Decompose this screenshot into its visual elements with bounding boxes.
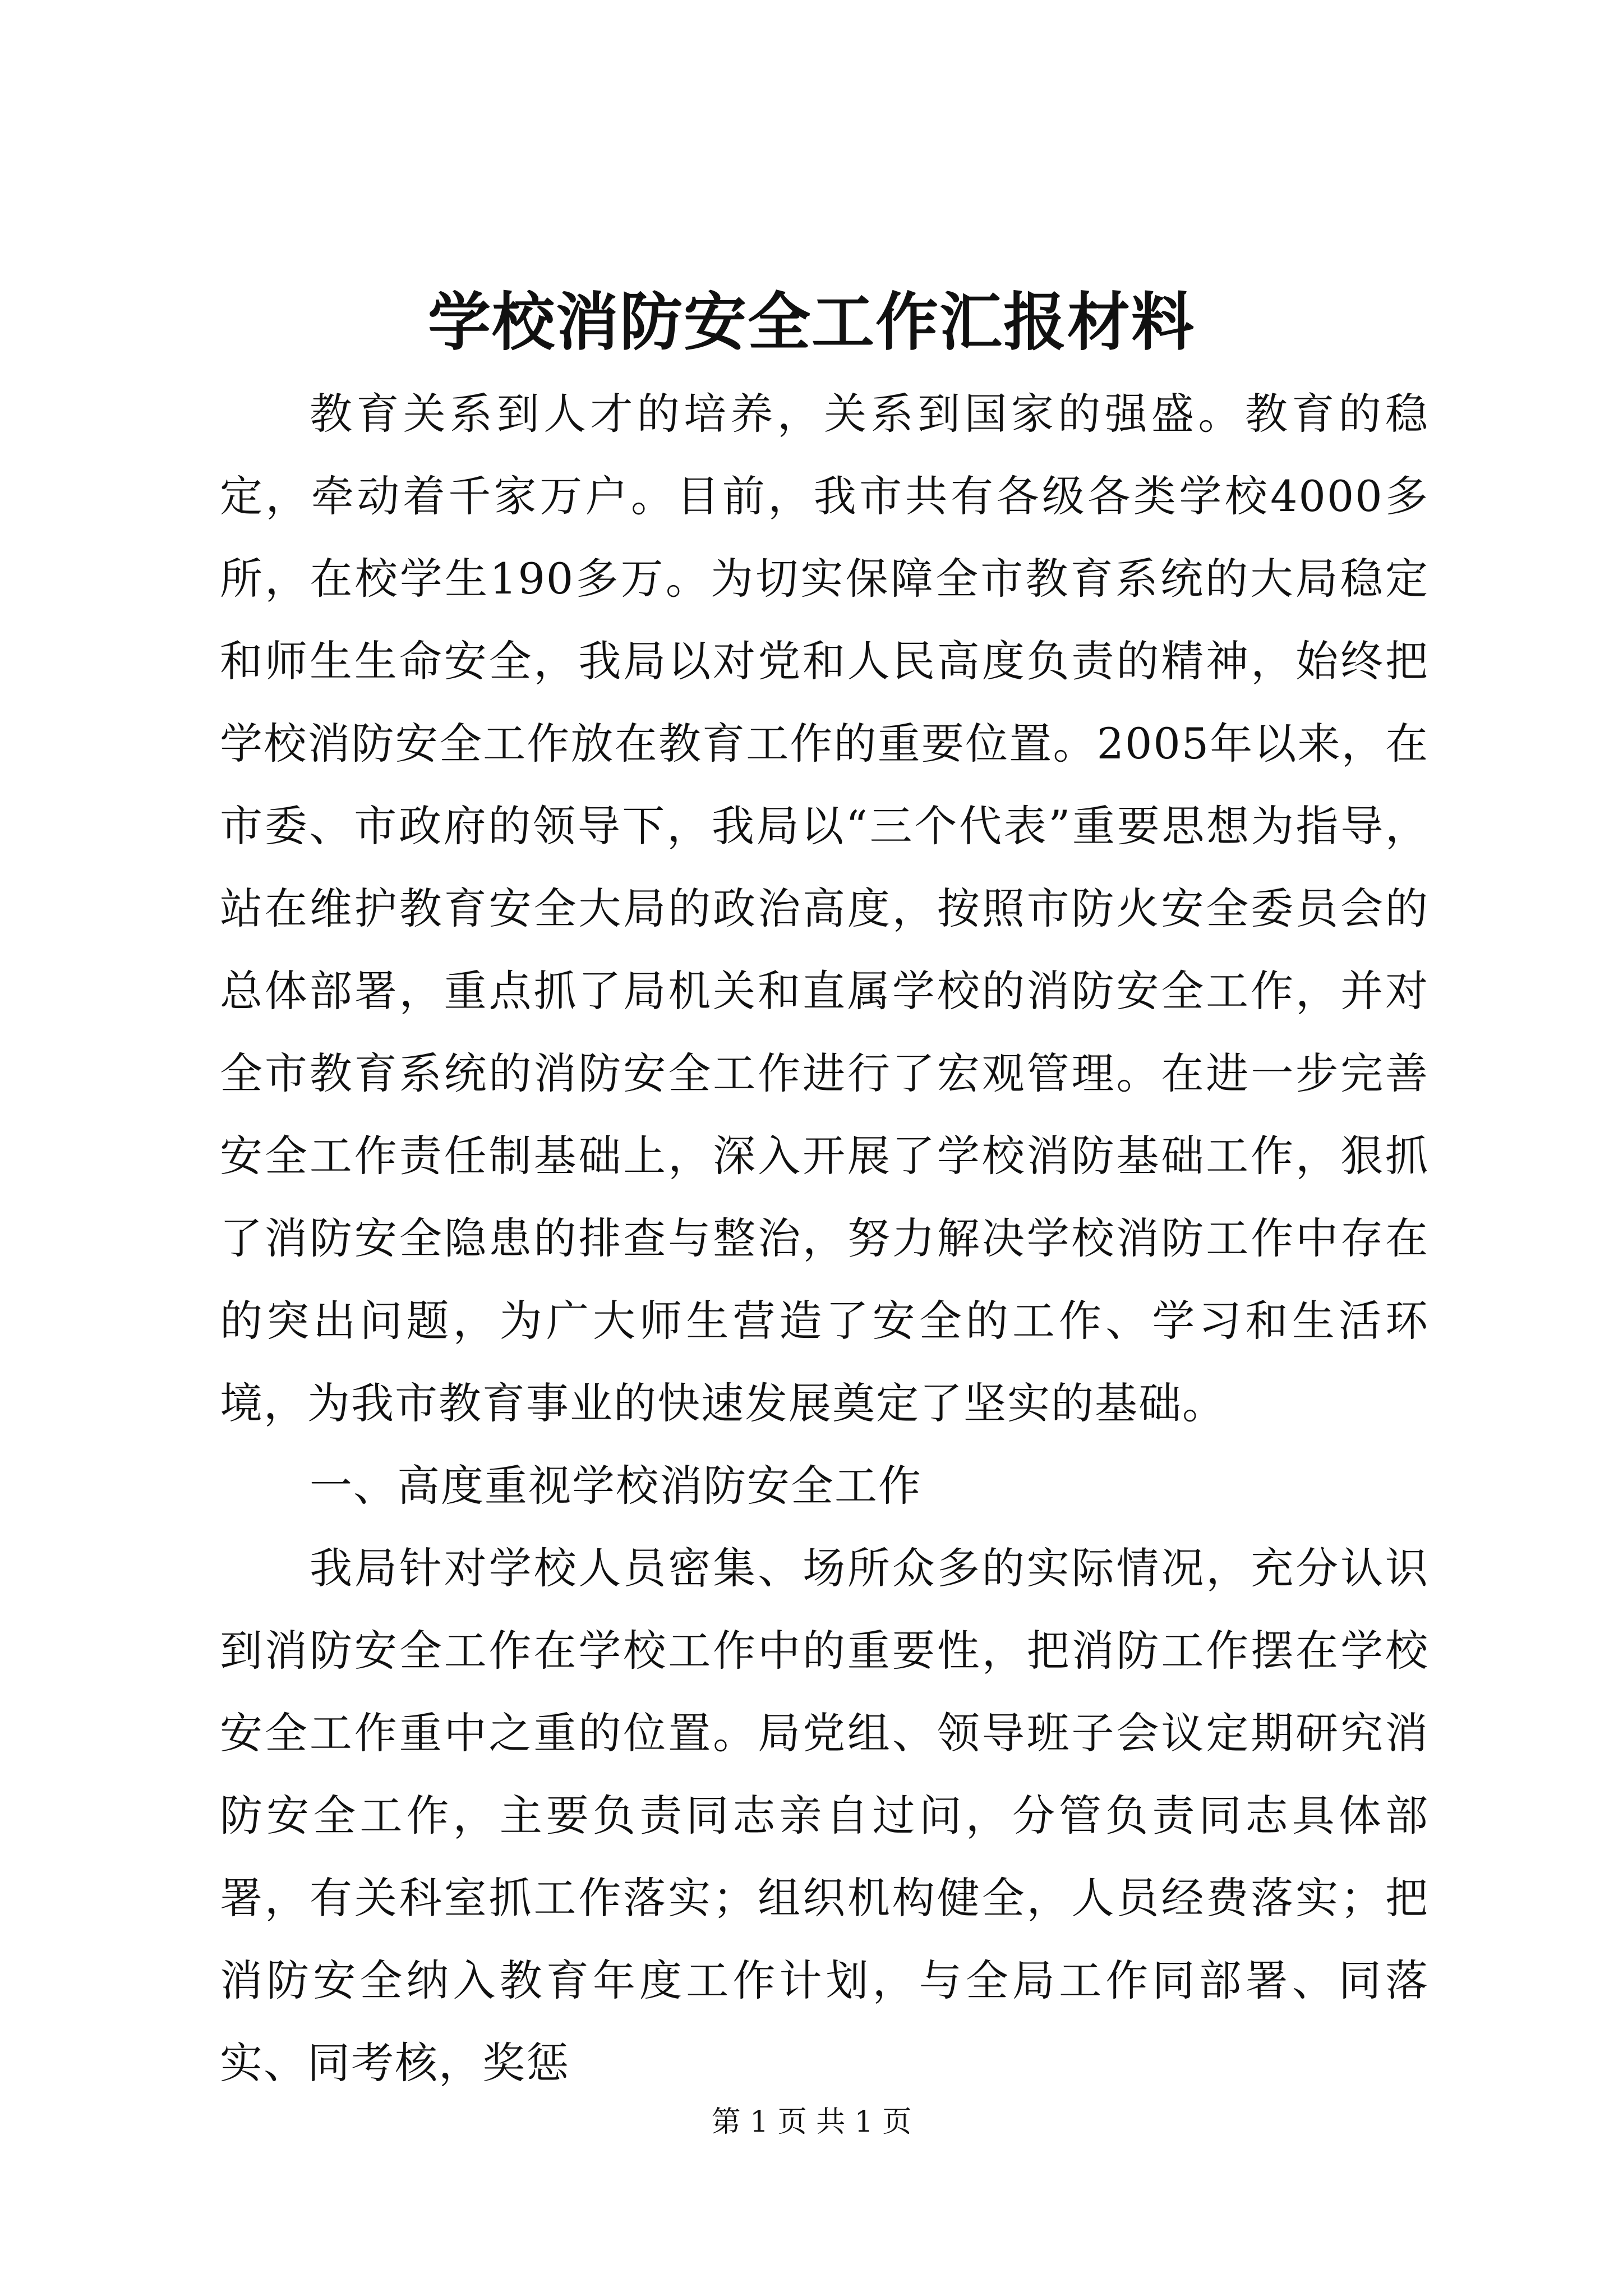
document-body — [220, 372, 1429, 2104]
section-heading-1: 一、高度重视学校消防安全工作 — [310, 1461, 922, 1511]
section-1-paragraph: 我局针对学校人员密集、场所众多的实际情况，充分认识到消防安全工作在学校工作中的重要性，把消防工作摆在学校安全工作重中之重的位置。局党组、领导班子会议定期研究消防安全工作，主要负责同志亲自过问，分管负责同志具体部署，有关科室抓工作落实；组织机构健全，人员经费落实；把消防安全纳入教育年度工作计划，与全局工作同部署、同落实、同考核，奖惩 — [220, 1543, 1429, 2088]
document-title: 学校消防安全工作汇报材料 — [428, 286, 1195, 359]
page-footer: 第 1 页 共 1 页 — [711, 2105, 912, 2139]
intro-paragraph: 教育关系到人才的培养，关系到国家的强盛。教育的稳定，牵动着千家万户。目前，我市共有各级各类学校4000多所，在校学生190多万。为切实保障全市教育系统的大局稳定和师生生命安全，我局以对党和人民高度负责的精神，始终把学校消防安全工作放在教育工作的重要位置。2005年以来，在市委、市政府的领导下，我局以“三个代表”重要思想为指导，站在维护教育安全大局的政治高度，按照市防火安全委员会的总体部署，重点抓了局机关和直属学校的消防安全工作，并对全市教育系统的消防安全工作进行了宏观管理。在进一步完善安全工作责任制基础上，深入开展了学校消防基础工作，狠抓了消防安全隐患的排查与整治，努力解决学校消防工作中存在的突出问题，为广大师生营造了安全的工作、学习和生活环境，为我市教育事业的快速发展奠定了坚实的基础。 — [220, 389, 1429, 1428]
